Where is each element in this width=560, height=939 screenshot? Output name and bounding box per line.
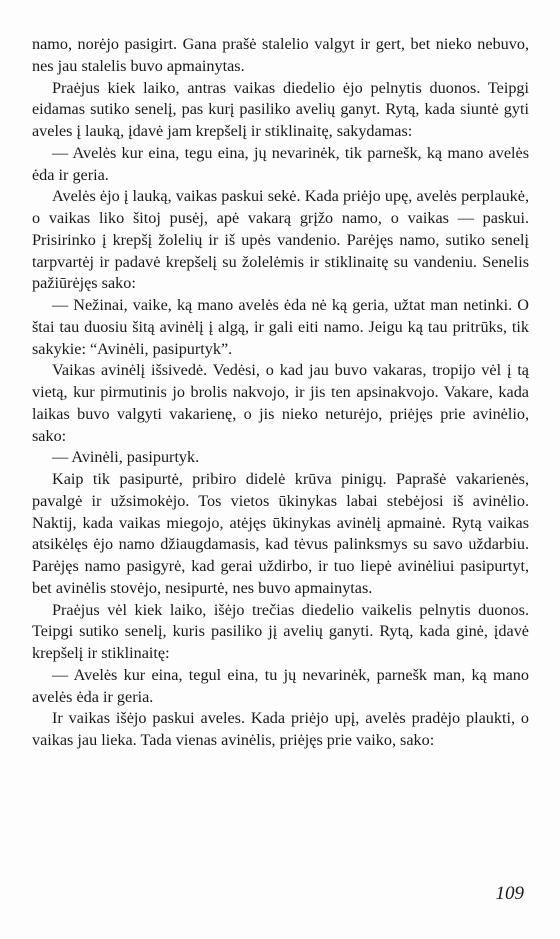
paragraph-7: — Avinėli, pasipurtyk.: [52, 448, 200, 467]
paragraph-6: Vaikas avinėlį išsivedė. Vedėsi, o kad jau buvo vakaras, tropijo vėl į tą vietą, kur pirmutinis jo brolis nakvojo, ir jis ten apsinakvojo. Vakare, kada laikas buvo valgyti vakarienę, o jis nieko neturėjo, priėjęs prie avinėlio, sako:: [32, 361, 529, 445]
paragraph-8: Kaip tik pasipurtė, pribiro didelė krūva pinigų. Paprašė vakarienės, pavalgė ir užsimokėjo. Tos vietos ūkinykas labai stebėjosi iš avinėlio. Naktij, kada vaikas miegojo, atėjęs ūkinykas avinėlį apmainė. Rytą vaikas atsikėlęs ėjo namo džiaugdamasis, kad tėvus palinksmys su savo uždarbiu. Parėjęs namo pasigyrė, kad gerai uždirbo, ir tuo liepė avinėliui pasipurtyt, bet avinėlis stovėjo, nesipurtė, nes buvo apmainytas.: [32, 470, 529, 597]
paragraph-11: Ir vaikas išėjo paskui aveles. Kada priėjo upį, avelės pradėjo plaukti, o vaikas jau lieka. Tada vienas avinėlis, priėjęs prie vaiko, sako:: [32, 709, 529, 749]
body-text: [32, 34, 529, 752]
paragraph-5: — Nežinai, vaike, ką mano avelės ėda nė ką geria, užtat man netinki. O štai tau duosiu šitą avinėlį į algą, ir gali eiti namo. Jeigu ką tau pritrūks, tik sakykie: “Avinėli, pasipurtyk”.: [32, 296, 529, 358]
page-number: 109: [495, 883, 524, 904]
paragraph-2: Praėjus kiek laiko, antras vaikas diedelio ėjo pelnytis duonos. Teipgi eidamas sutiko senelį, pas kurį pasiliko avelių ganyt. Rytą, kada siuntė gyti aveles į lauką, įdavė jam krepšelį ir stiklinaitę, sakydamas:: [32, 78, 529, 140]
paragraph-10: — Avelės kur eina, tegul eina, tu jų nevarinėk, parnešk man, ką mano avelės ėda ir geria.: [32, 665, 529, 706]
paragraph-1: namo, norėjo pasigirt. Gana prašė stalelio valgyt ir gert, bet nieko nebuvo, nes jau stalelis buvo apmainytas.: [32, 35, 529, 75]
paragraph-3: — Avelės kur eina, tegu eina, jų nevarinėk, tik parnešk, ką mano avelės ėda ir geria.: [32, 143, 529, 184]
paragraph-9: Praėjus vėl kiek laiko, išėjo trečias diedelio vaikelis pelnytis duonos. Teipgi sutiko senelį, kuris pasiliko jį avelių ganyti. Rytą, kada ginė, įdavė krepšelį ir stiklinaitę:: [32, 600, 529, 662]
paragraph-4: Avelės ėjo į lauką, vaikas paskui sekė. Kada priėjo upę, avelės perplaukė, o vaikas liko šitoj pusėj, apė vakarą grįžo namo, o vaikas — paskui. Prisirinko į krepšį žolelių ir iš upės vandenio. Parėjęs namo, sutiko senelį tarpvartėj ir padavė krepšelį su žolelėmis ir stiklinaitę su vandeniu. Senelis pažiūrėjęs sako:: [32, 187, 529, 293]
